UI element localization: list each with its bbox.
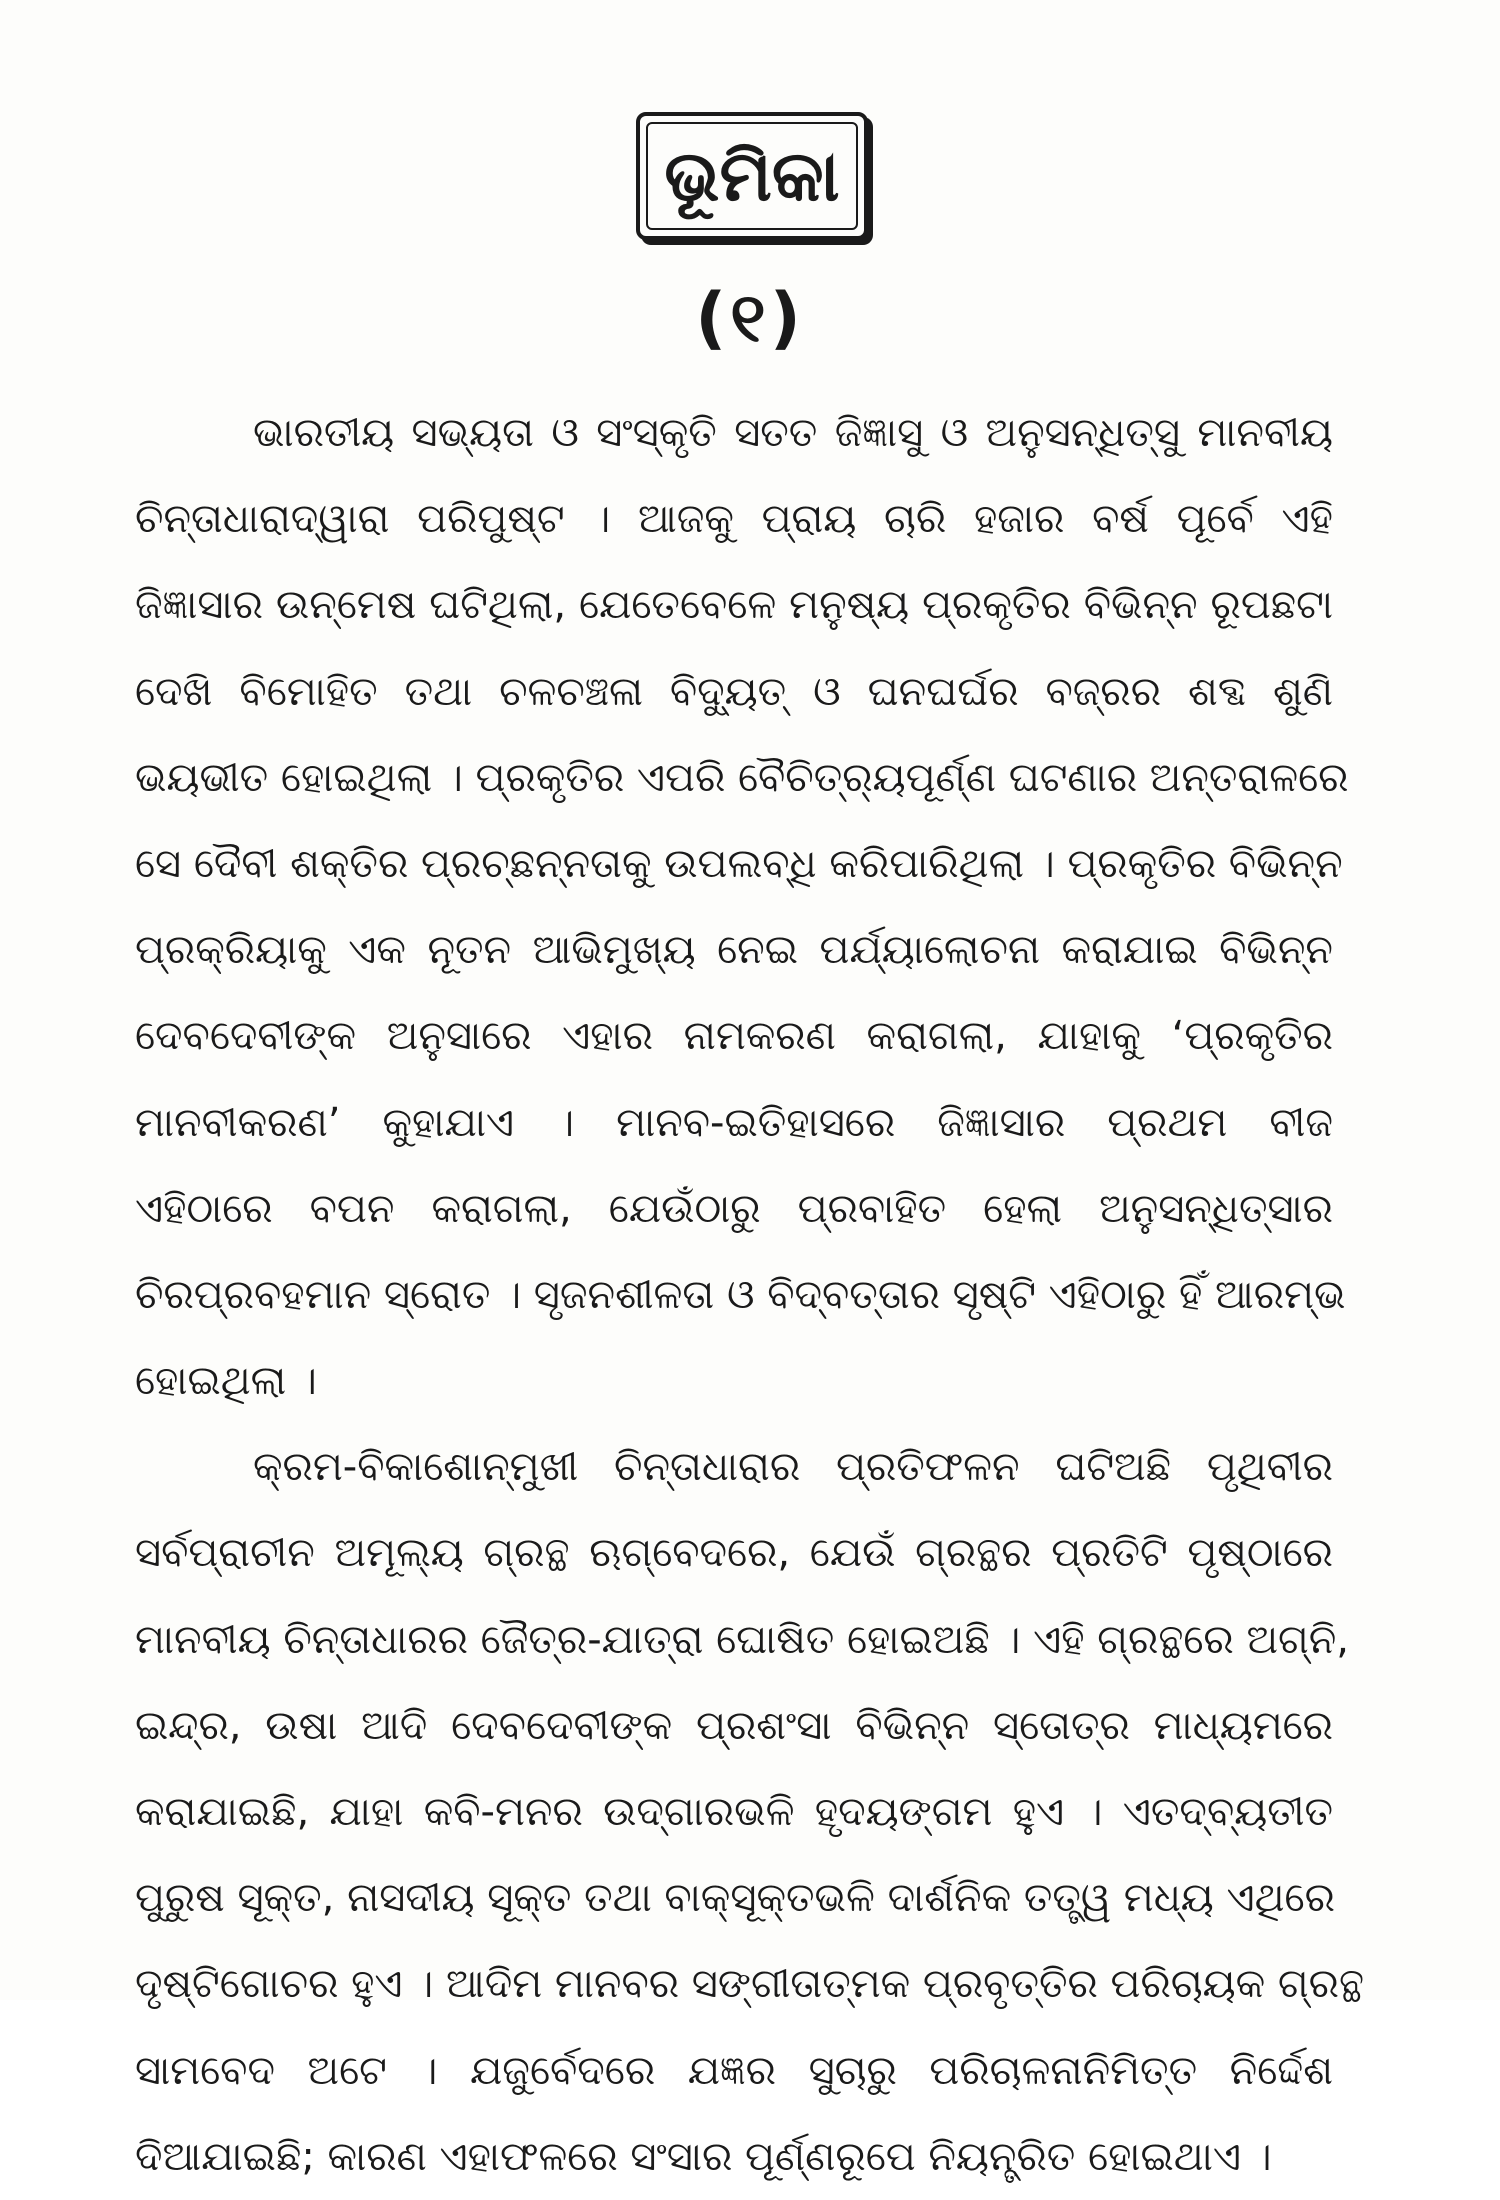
text-line: ଚିନ୍ତାଧାରାଦ୍ୱାରା ପରିପୁଷ୍ଟ । ଆଜକୁ ପ୍ରାୟ ଚାରି ହଜାର ବର୍ଷ ପୂର୍ବେ ଏହି (135, 496, 1333, 543)
text-line: ଦେଖି ବିମୋହିତ ତଥା ଚଳଚଞ୍ଚଳା ବିଦ୍ୟୁତ୍ ଓ ଘନଘର୍ଘର ବଜ୍ରର ଶବ୍ଦ ଶୁଣି (135, 668, 1333, 715)
text-line: ଭୟଭୀତ ହୋଇଥିଲା । ପ୍ରକୃତିର ଏପରି ବୈଚିତ୍ର୍ୟପୂର୍ଣ୍ଣ ଘଟଣାର ଅନ୍ତରାଳରେ (135, 754, 1349, 801)
text-line: ସେ ଦୈବୀ ଶକ୍ତିର ପ୍ରଚ୍ଛନ୍ନତାକୁ ଉପଲବ୍ଧି କରିପାରିଥିଲା । ପ୍ରକୃତିର ବିଭିନ୍ନ (135, 840, 1343, 887)
text-line: ଜିଜ୍ଞାସାର ଉନ୍ମେଷ ଘଟିଥିଲା, ଯେତେବେଳେ ମନୁଷ୍ୟ ପ୍ରକୃତିର ବିଭିନ୍ନ ରୂପଛଟା (135, 582, 1333, 629)
text-line: ଏହିଠାରେ ବପନ କରାଗଲା, ଯେଉଁଠାରୁ ପ୍ରବାହିତ ହେଲା ଅନୁସନ୍ଧିତ୍ସାର (135, 1185, 1333, 1232)
title-frame (636, 112, 868, 240)
text-line: ଦିଆଯାଇଛି; କାରଣ ଏହାଫଳରେ ସଂସାର ପୂର୍ଣ୍ଣରୂପେ ନିୟନ୍ତ୍ରିତ ହୋଇଥାଏ । (135, 2133, 1272, 2180)
paragraph-2 (135, 1424, 1365, 2200)
section-number: (୧) (695, 279, 805, 358)
text-line: ପ୍ରକ୍ରିୟାକୁ ଏକ ନୂତନ ଆଭିମୁଖ୍ୟ ନେଇ ପର୍ଯ୍ୟାଲୋଚନା କରାଯାଇ ବିଭିନ୍ନ (135, 927, 1333, 974)
text-line: ଭାରତୀୟ ସଭ୍ୟତା ଓ ସଂସ୍କୃତି ସତତ ଜିଜ୍ଞାସୁ ଓ ଅନୁସନ୍ଧିତ୍ସୁ ମାନବୀୟ (253, 410, 1333, 456)
text-line: ପୁରୁଷ ସୂକ୍ତ, ନାସଦୀୟ ସୂକ୍ତ ତଥା ବାକ୍‌ସୂକ୍ତଭଳି ଦାର୍ଶନିକ ତତ୍ତ୍ୱ ମଧ୍ୟ ଏଥିରେ (135, 1875, 1335, 1922)
text-line: ମାନବୀକରଣ’ କୁହାଯାଏ । ମାନବ-ଇତିହାସରେ ଜିଜ୍ଞାସାର ପ୍ରଥମ ବୀଜ (135, 1099, 1333, 1146)
paragraph-1 (135, 390, 1349, 1424)
text-line: ସାମବେଦ ଅଟେ । ଯଜୁର୍ବେଦରେ ଯଜ୍ଞର ସୁଚାରୁ ପରିଚାଳନାନିମିତ୍ତ ନିର୍ଦ୍ଦେଶ (135, 2047, 1333, 2094)
text-line: ଇନ୍ଦ୍ର, ଉଷା ଆଦି ଦେବଦେବୀଙ୍କ ପ୍ରଶଂସା ବିଭିନ୍ନ ସ୍ତୋତ୍ର ମାଧ୍ୟମରେ (135, 1702, 1333, 1749)
text-line: କ୍ରମ-ବିକାଶୋନ୍ମୁଖୀ ଚିନ୍ତାଧାରାର ପ୍ରତିଫଳନ ଘଟିଅଛି ପୃଥିବୀର (253, 1444, 1333, 1491)
text-line: ଦୃଷ୍ଟିଗୋଚର ହୁଏ । ଆଦିମ ମାନବର ସଙ୍ଗୀତାତ୍ମକ ପ୍ରବୃତ୍ତିର ପରିଚାୟକ ଗ୍ରନ୍ଥ (135, 1961, 1365, 2008)
text-line: ହୋଇଥିଲା । (135, 1358, 317, 1405)
text-line: ଦେବଦେବୀଙ୍କ ଅନୁସାରେ ଏହାର ନାମକରଣ କରାଗଲା, ଯାହାକୁ ‘ପ୍ରକୃତିର (135, 1013, 1333, 1060)
body-text (135, 390, 1365, 2200)
text-line: ମାନବୀୟ ଚିନ୍ତାଧାରର ଜୈତ୍ର-ଯାତ୍ରା ଘୋଷିତ ହୋଇଅଛି । ଏହି ଗ୍ରନ୍ଥରେ ଅଗ୍ନି, (135, 1616, 1350, 1663)
text-line: କରାଯାଇଛି, ଯାହା କବି-ମନର ଉଦ୍‌ଗାରଭଳି ହୃଦୟଙ୍ଗମ ହୁଏ । ଏତଦ୍‌ବ୍ୟତୀତ (135, 1789, 1333, 1835)
page-title: ଭୂମିକା (646, 122, 858, 230)
text-line: ଚିରପ୍ରବହମାନ ସ୍ରୋତ । ସୃଜନଶୀଳତା ଓ ବିଦ୍‌ବତ୍ତାର ସୃଷ୍ଟି ଏହିଠାରୁ ହିଁ ଆରମ୍ଭ (135, 1271, 1346, 1318)
text-line: ସର୍ବପ୍ରାଚୀନ ଅମୂଲ୍ୟ ଗ୍ରନ୍ଥ ଋଗ୍‌ବେଦରେ, ଯେଉଁ ଗ୍ରନ୍ଥର ପ୍ରତିଟି ପୃଷ୍ଠାରେ (135, 1530, 1333, 1577)
